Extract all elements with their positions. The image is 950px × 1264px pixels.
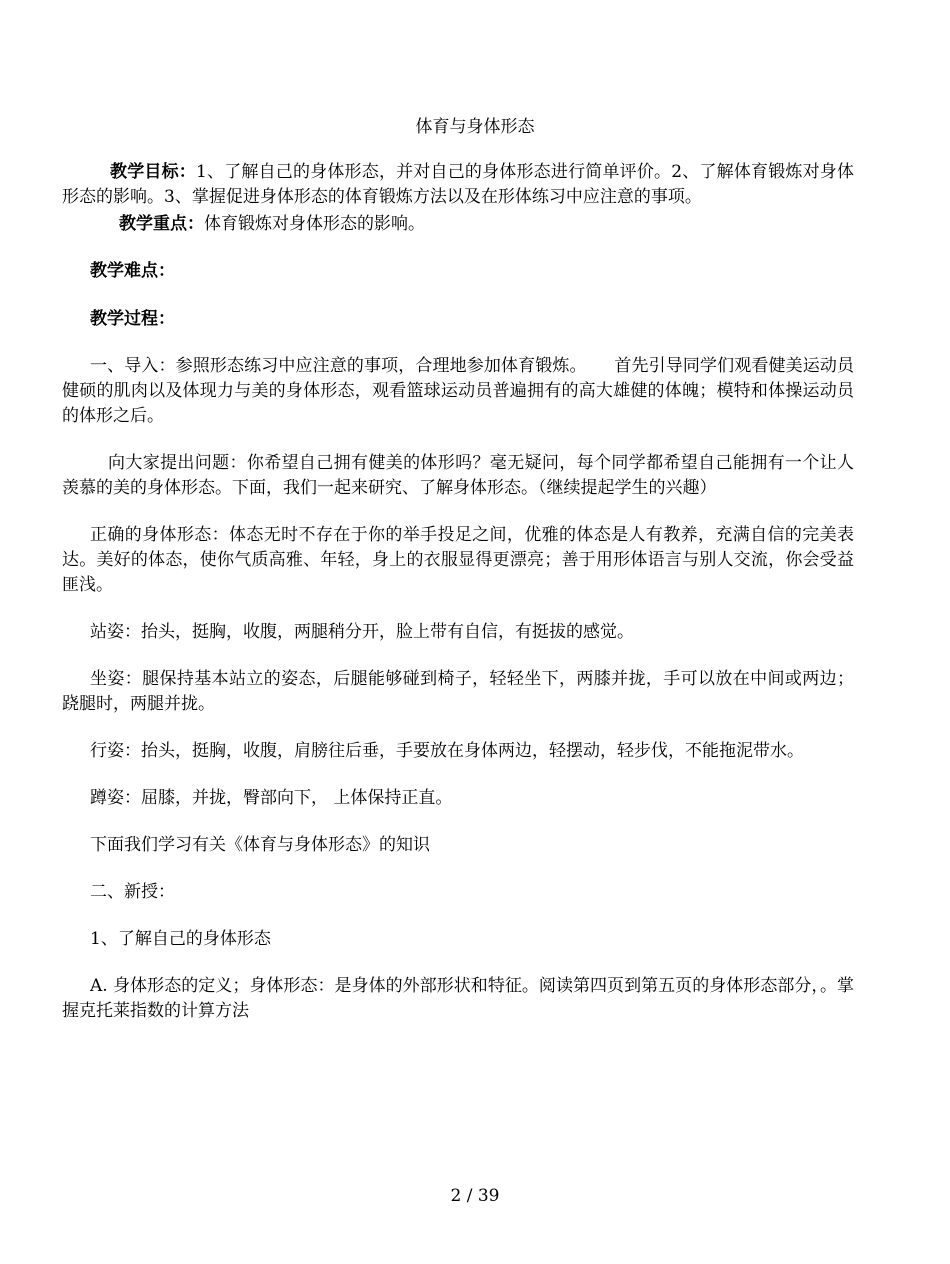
question-paragraph: 向大家提出问题：你希望自己拥有健美的体形吗？毫无疑问，每个同学都希望自己能拥有一个让人羡慕的美的身体形态。下面，我们一起来研究、了解身体形态。（继续提起学生的兴趣） (62, 453, 854, 498)
walking-paragraph: 行姿：抬头，挺胸，收腹，肩膀往后垂，手要放在身体两边，轻摆动，轻步伐，不能拖泥带水。 (90, 741, 804, 761)
focus-text: 体育锻炼对身体形态的影响。 (204, 214, 425, 234)
posture-paragraph: 正确的身体形态：体态无时不存在于你的举手投足之间，优雅的体态是人有教养，充满自信的完美表达。美好的体态，使你气质高雅、年轻，身上的衣服显得更漂亮；善于用形体语言与别人交流，你会受益匪浅。 (62, 525, 854, 595)
objectives-label: 教学目标： (110, 162, 196, 182)
difficulty-label: 教学难点： (90, 261, 175, 281)
new-lesson-heading: 二、新授： (90, 882, 175, 902)
definition-paragraph: A. 身体形态的定义；身体形态：是身体的外部形状和特征。阅读第四页到第五页的身体形态部分，。掌握克托莱指数的计算方法 (62, 976, 854, 1021)
process-label: 教学过程： (90, 309, 175, 329)
process-paragraph (62, 307, 854, 332)
knowledge-paragraph: 下面我们学习有关《体育与身体形态》的知识 (90, 835, 430, 855)
focus-label: 教学重点： (119, 214, 204, 234)
sitting-paragraph: 坐姿：腿保持基本站立的姿态，后腿能够碰到椅子，轻轻坐下，两膝并拢，手可以放在中间或两边；跷腿时，两腿并拢。 (62, 669, 854, 714)
page-number: 2 / 39 (450, 1186, 500, 1206)
objectives-paragraph (62, 160, 854, 210)
difficulty-paragraph (62, 259, 854, 284)
standing-paragraph: 站姿：抬头，挺胸，收腹，两腿稍分开，脸上带有自信，有挺拔的感觉。 (90, 622, 634, 642)
document-body (62, 160, 854, 1024)
document-title: 体育与身体形态 (415, 117, 535, 137)
intro-paragraph: 一、导入：参照形态练习中应注意的事项，合理地参加体育锻炼。 首先引导同学们观看健美运动员健硕的肌肉以及体现力与美的身体形态，观看篮球运动员普遍拥有的高大雄健的体魄；模特和体操运动员的体形之后。 (62, 356, 854, 426)
objectives-text: 1、了解自己的身体形态，并对自己的身体形态进行简单评价。2、了解体育锻炼对身体形态的影响。3、掌握促进身体形态的体育锻炼方法以及在形体练习中应注意的事项。 (62, 162, 855, 207)
section-1-heading: 1、了解自己的身体形态 (90, 929, 271, 949)
focus-paragraph (62, 212, 854, 237)
squatting-paragraph: 蹲姿：屈膝，并拢，臀部向下， 上体保持正直。 (90, 788, 453, 808)
